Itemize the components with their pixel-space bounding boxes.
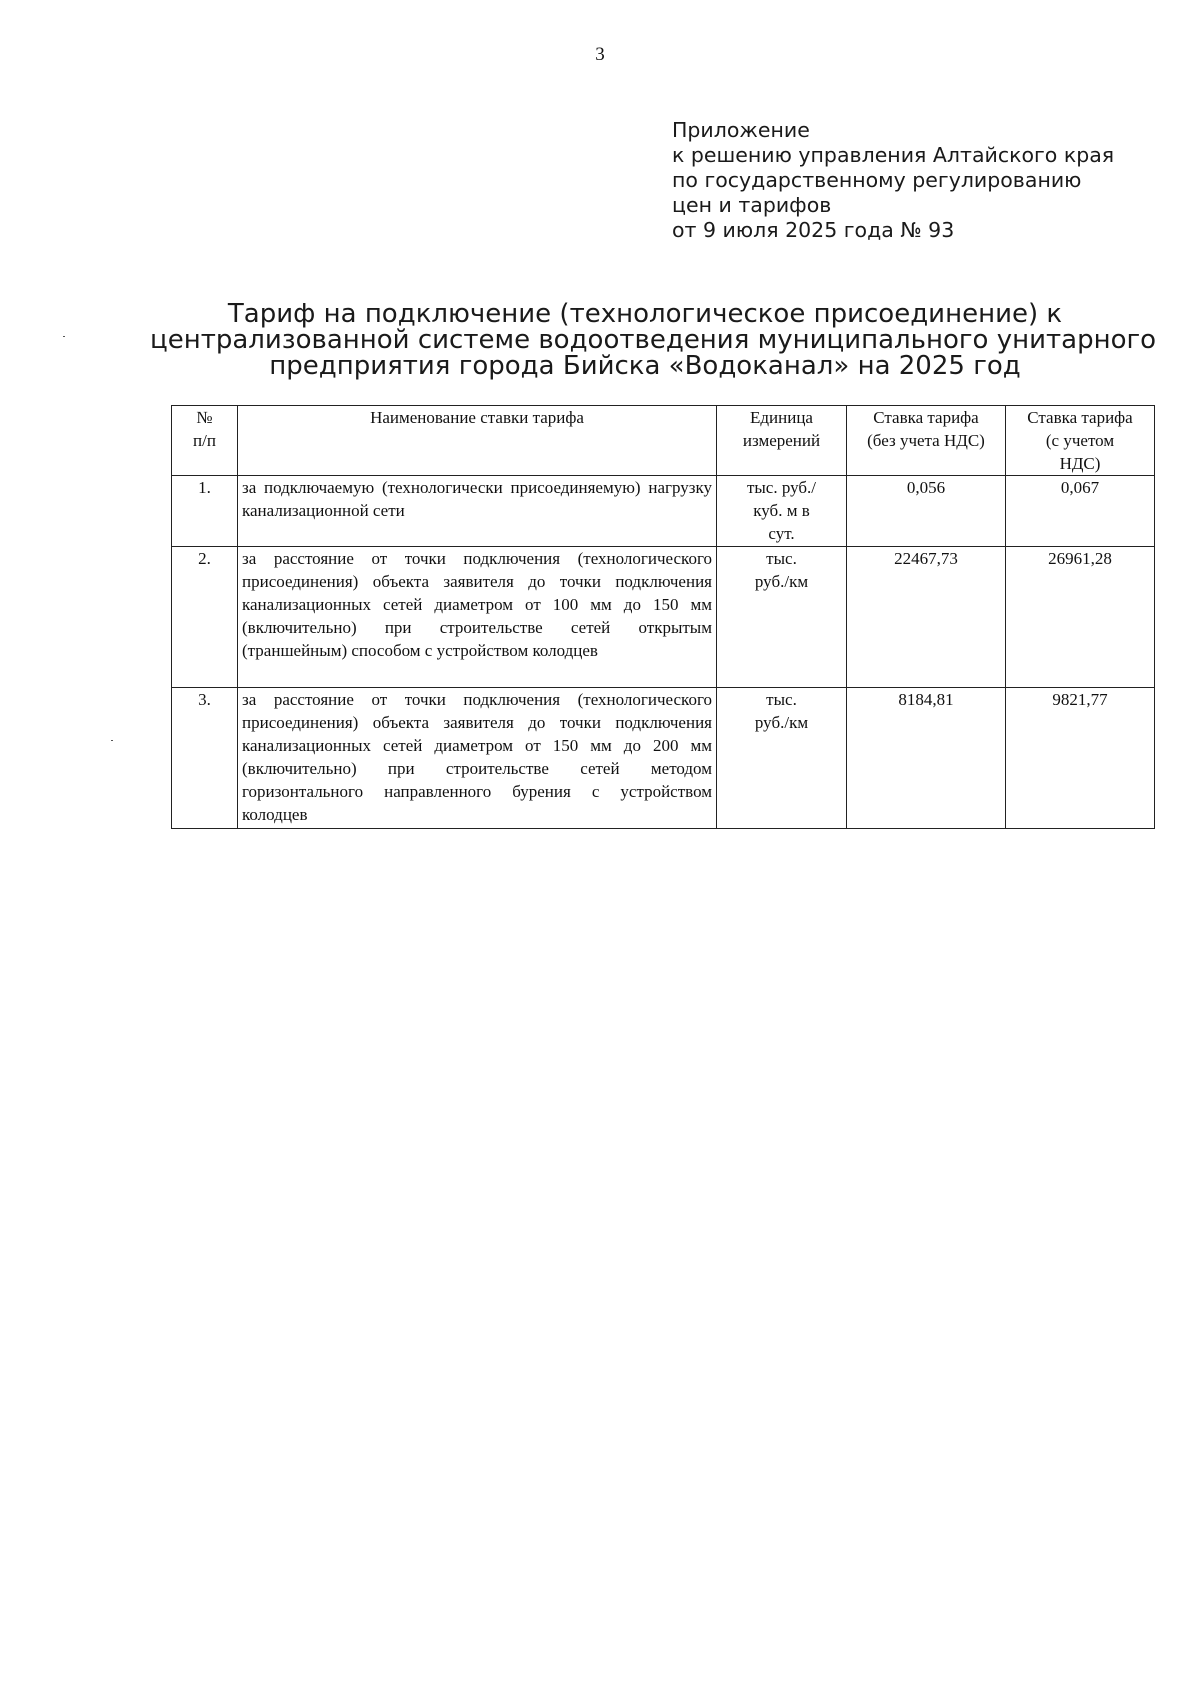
document-title: [150, 299, 1157, 381]
appendix-block: [672, 118, 1114, 243]
row-unit: тыс. руб./км: [717, 547, 847, 688]
appendix-line: Приложение: [672, 118, 810, 142]
appendix-line: по государственному регулированию: [672, 168, 1082, 192]
table-row: [172, 688, 1155, 829]
scan-speck: [111, 740, 113, 741]
row-num: 3.: [172, 688, 238, 829]
title-line: централизованной системе водоотведения муниципального унитарного: [150, 325, 1157, 355]
row-rate-vat: 9821,77: [1006, 688, 1155, 829]
table-row: [172, 476, 1155, 547]
row-rate: 8184,81: [847, 688, 1006, 829]
row-rate-vat: 26961,28: [1006, 547, 1155, 688]
row-unit: тыс. руб./км: [717, 688, 847, 829]
header-num: № п/п: [172, 406, 238, 476]
page-number: 3: [595, 44, 605, 65]
row-rate: 0,056: [847, 476, 1006, 547]
appendix-line: цен и тарифов: [672, 193, 832, 217]
header-unit: Единица измерений: [717, 406, 847, 476]
title-line: предприятия города Бийска «Водоканал» на 2025 год: [269, 351, 1021, 381]
row-rate-vat: 0,067: [1006, 476, 1155, 547]
table-header-row: [172, 406, 1155, 476]
row-unit: тыс. руб./ куб. м в сут.: [717, 476, 847, 547]
title-line: Тариф на подключение (технологическое присоединение) к: [227, 299, 1063, 329]
row-name: за расстояние от точки подключения (технологического присоединения) объекта заявителя до точки подключения канализационных сетей диаметром от 100 мм до 150 мм (включительно) при строительстве сетей открытым (траншейным) способом с устройством колодцев: [238, 547, 717, 688]
row-name: за расстояние от точки подключения (технологического присоединения) объекта заявителя до точки подключения канализационных сетей диаметром от 150 мм до 200 мм (включительно) при строительстве сетей методом горизонтального направленного бурения с устройством колодцев: [238, 688, 717, 829]
row-num: 1.: [172, 476, 238, 547]
header-rate-vat: Ставка тарифа (с учетом НДС): [1006, 406, 1155, 476]
row-rate: 22467,73: [847, 547, 1006, 688]
scan-speck: [63, 336, 65, 337]
appendix-line: к решению управления Алтайского края: [672, 143, 1115, 167]
appendix-line: от 9 июля 2025 года № 93: [672, 218, 955, 242]
tariff-table: [171, 405, 1155, 829]
header-name: Наименование ставки тарифа: [238, 406, 717, 476]
table-row: [172, 547, 1155, 688]
row-name: за подключаемую (технологически присоединяемую) нагрузку канализационной сети: [238, 476, 717, 547]
header-rate: Ставка тарифа (без учета НДС): [847, 406, 1006, 476]
row-num: 2.: [172, 547, 238, 688]
